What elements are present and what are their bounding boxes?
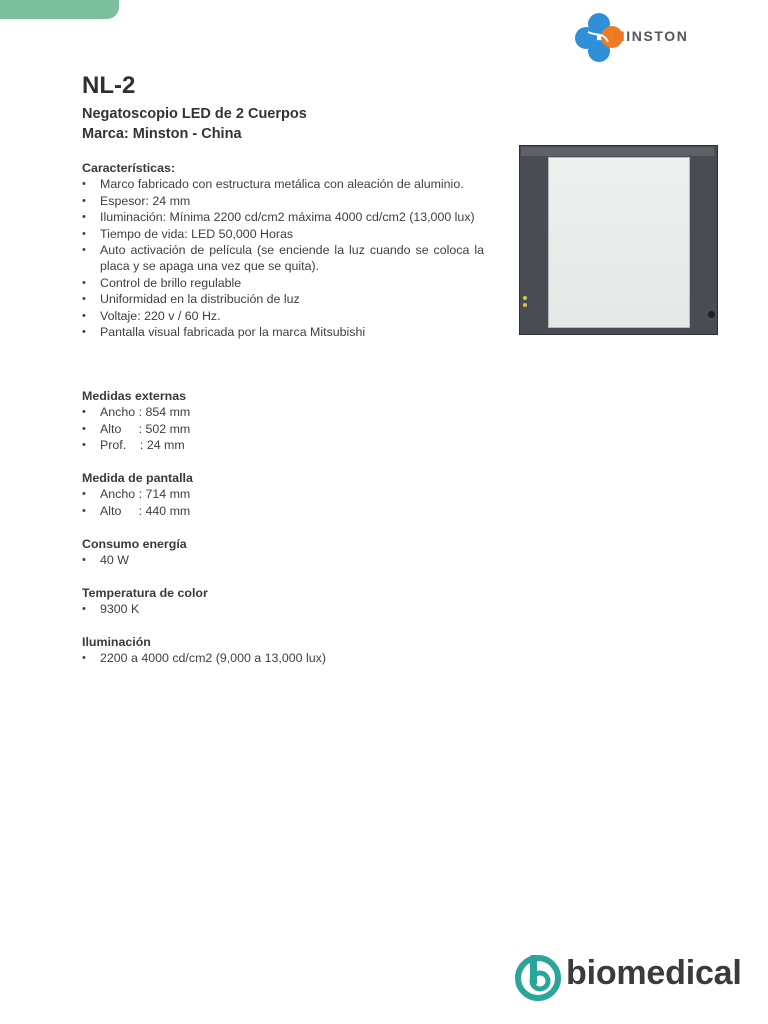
features-section [82,160,484,340]
list-item: • Prof. : 24 mm [82,437,484,453]
product-title: NL-2 [82,72,136,99]
color-temperature-section [82,585,484,618]
minston-logo-text: MINSTON [613,28,689,44]
product-indicator-leds [523,296,527,309]
list-item: • 9300 K [82,601,484,617]
product-brightness-knob [708,311,715,318]
list-item: • Voltaje: 220 v / 60 Hz. [82,308,484,324]
list-item: • Iluminación: Mínima 2200 cd/cm2 máxima 4000 cd/cm2 (13,000 lux) [82,209,484,225]
list-item: • Alto : 502 mm [82,421,484,437]
product-brand: Marca: Minston - China [82,126,242,142]
color-temperature-list [82,601,484,617]
external-dimensions-section [82,388,484,454]
screen-dimensions-heading: Medida de pantalla [82,471,193,485]
list-item: • Espesor: 24 mm [82,193,484,209]
header-accent-tab [0,0,119,19]
biomedical-logo-icon [513,953,563,1003]
external-dimensions-list [82,404,484,453]
external-dimensions-heading: Medidas externas [82,389,186,403]
list-item: • 2200 a 4000 cd/cm2 (9,000 a 13,000 lux) [82,650,484,666]
power-heading: Consumo energía [82,537,187,551]
color-temperature-heading: Temperatura de color [82,586,208,600]
list-item: • Auto activación de película (se enciende la luz cuando se coloca la placa y se apaga una vez que se quita). [82,242,484,275]
biomedical-logo-text: biomedical [566,954,742,992]
minston-logo [574,12,704,64]
product-description: Negatoscopio LED de 2 Cuerpos [82,106,307,122]
list-item: • Ancho : 714 mm [82,486,484,502]
product-top-bar [521,147,714,156]
screen-dimensions-list [82,486,484,519]
product-subtitle [82,104,307,144]
features-list [82,176,484,340]
list-item: • Alto : 440 mm [82,503,484,519]
illumination-heading: Iluminación [82,635,151,649]
power-list [82,552,484,568]
list-item: • Pantalla visual fabricada por la marca Mitsubishi [82,324,484,340]
list-item: • Uniformidad en la distribución de luz [82,291,484,307]
features-heading: Características: [82,161,175,175]
product-light-panel [548,157,690,328]
illumination-list [82,650,484,666]
list-item: • 40 W [82,552,484,568]
illumination-section [82,634,484,667]
list-item: • Tiempo de vida: LED 50,000 Horas [82,226,484,242]
product-image [519,145,718,335]
list-item: • Ancho : 854 mm [82,404,484,420]
list-item: • Control de brillo regulable [82,275,484,291]
power-section [82,536,484,569]
biomedical-logo [513,953,748,1003]
list-item: • Marco fabricado con estructura metálica con aleación de aluminio. [82,176,484,192]
screen-dimensions-section [82,470,484,519]
